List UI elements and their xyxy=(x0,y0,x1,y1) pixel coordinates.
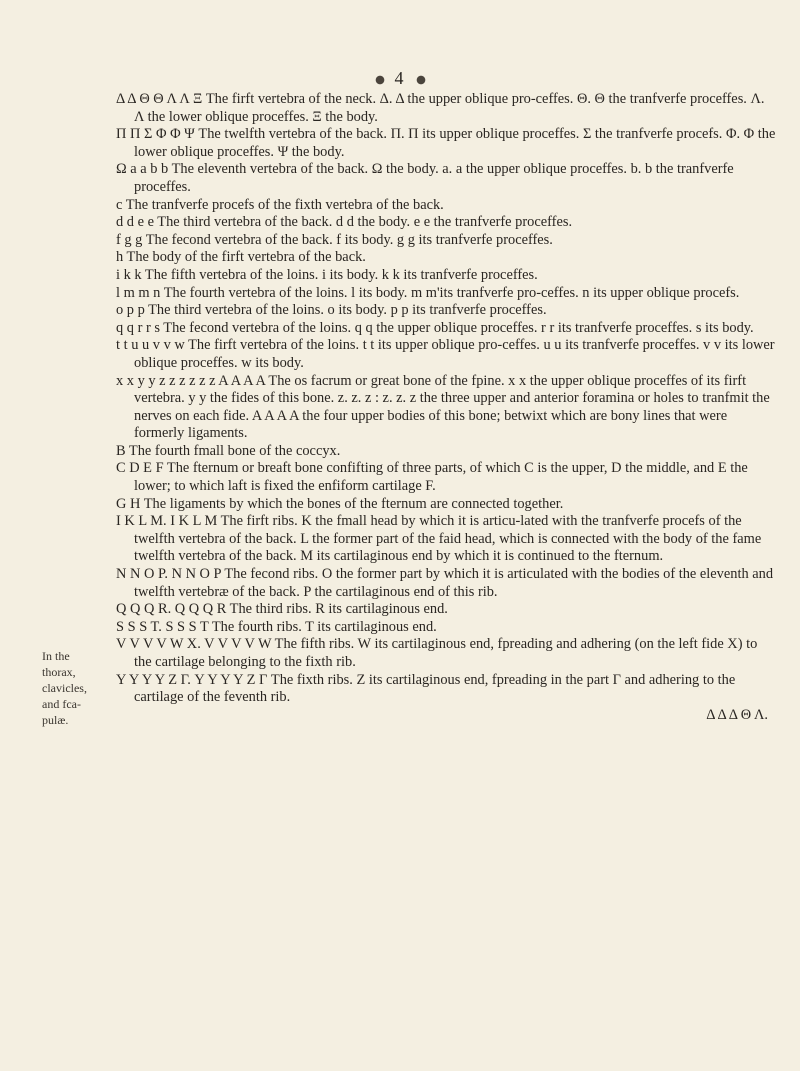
legend-entry: N N O P. N N O P The fecond ribs. O the former part by which it is articulated with the bodies of the eleventh and twelfth vertebræ of the back. P the cartilaginous end of this rib. xyxy=(116,566,774,600)
ornament-right-icon xyxy=(412,73,430,87)
legend-entry: C D E F The fternum or breaft bone confifting of three parts, of which C is the upper, D the middle, and E the lower; to which laft is fixed the enfiform cartilage F. xyxy=(116,460,748,495)
legend-entry: Π Π Σ Φ Φ Ψ The twelfth vertebra of the back. Π. Π its upper oblique proceffes. Σ the tranfverfe procefs. Φ. Φ the lower oblique proceffes. Ψ the body. xyxy=(116,126,776,160)
legend-entry: t t u u v v w The firft vertebra of the loins. t t its upper oblique pro-ceffes. u u its tranfverfe proceffes. v v its lower oblique proceffes. w its body. xyxy=(116,337,775,371)
ornament-left-icon xyxy=(371,73,389,87)
legend-entry: Q Q Q R. Q Q Q R The third ribs. R its cartilaginous end. xyxy=(116,601,448,618)
legend-text xyxy=(116,91,776,739)
catchword: Δ Δ Δ Θ Λ. xyxy=(706,706,768,723)
page-number xyxy=(0,68,800,89)
legend-entry: V V V V W X. V V V V W The fifth ribs. W its cartilaginous end, fpreading and adhering (on the left fide X) to the cartilage belonging to the fixth rib. xyxy=(116,636,758,670)
legend-entry: f g g The fecond vertebra of the back. f its body. g g its tranfverfe proceffes. xyxy=(116,231,553,248)
legend-entry: l m m n The fourth vertebra of the loins. l its body. m m'its tranfverfe pro-ceffes. n its upper oblique procefs. xyxy=(116,284,740,301)
legend-entry: d d e e The third vertebra of the back. d d the body. e e the tranfverfe proceffes. xyxy=(116,214,573,231)
legend-entry: S S S T. S S S T The fourth ribs. T its cartilaginous end. xyxy=(116,618,437,635)
legend-entry: Ω a a b b The eleventh vertebra of the back. Ω the body. a. a the upper oblique proceffes. b. b the tranfverfe proceffes. xyxy=(116,161,734,195)
legend-entry: c The tranfverfe procefs of the fixth vertebra of the back. xyxy=(116,196,444,213)
legend-entry: B The fourth fmall bone of the coccyx. xyxy=(116,442,341,459)
page-number-text: 4 xyxy=(394,68,406,88)
legend-entry: Y Y Y Y Z Γ. Y Y Y Y Z Γ The fixth ribs. Z its cartilaginous end, fpreading in the part Γ and adhering to the cartilage of the feventh rib. xyxy=(116,671,736,706)
legend-entry: G H The ligaments by which the bones of the fternum are connected together. xyxy=(116,495,564,512)
legend-entry: I K L M. I K L M The firft ribs. K the fmall head by which it is articu-lated with the tranfverfe procefs of the twelfth vertebra of the back. L the former part of the faid head, which is connected with the body of the fame twelfth vertebra of the back. M its cartilaginous end by which it is continued to the fternum. xyxy=(116,513,762,565)
legend-entry: i k k The fifth vertebra of the loins. i its body. k k its tranfverfe proceffes. xyxy=(116,266,538,283)
legend-entry: o p p The third vertebra of the loins. o its body. p p its tranfverfe proceffes. xyxy=(116,302,547,319)
margin-note: In the thorax, clavicles, and fca-pulæ. xyxy=(42,649,87,727)
legend-entry: x x y y z z z z z z A A A A The os facrum or great bone of the fpine. x x the upper oblique proceffes of its firft vertebra. y y the fides of this bone. z. z. z : z. z. z the three upper and anterior foramina or holes to tranfmit the nerves on each fide. A A A A the four upper bodies of this bone; betwixt which are bony lines that were formerly ligaments. xyxy=(116,372,770,442)
legend-entry: q q r r s The fecond vertebra of the loins. q q the upper oblique proceffes. r r its tranfverfe proceffes. s its body. xyxy=(116,319,754,336)
legend-entry: Δ Δ Θ Θ Λ Λ Ξ The firft vertebra of the neck. Δ. Δ the upper oblique pro-ceffes. Θ. Θ the tranfverfe proceffes. Λ. Λ the lower oblique proceffes. Ξ the body. xyxy=(116,91,765,125)
legend-entry: h The body of the firft vertebra of the back. xyxy=(116,249,366,266)
